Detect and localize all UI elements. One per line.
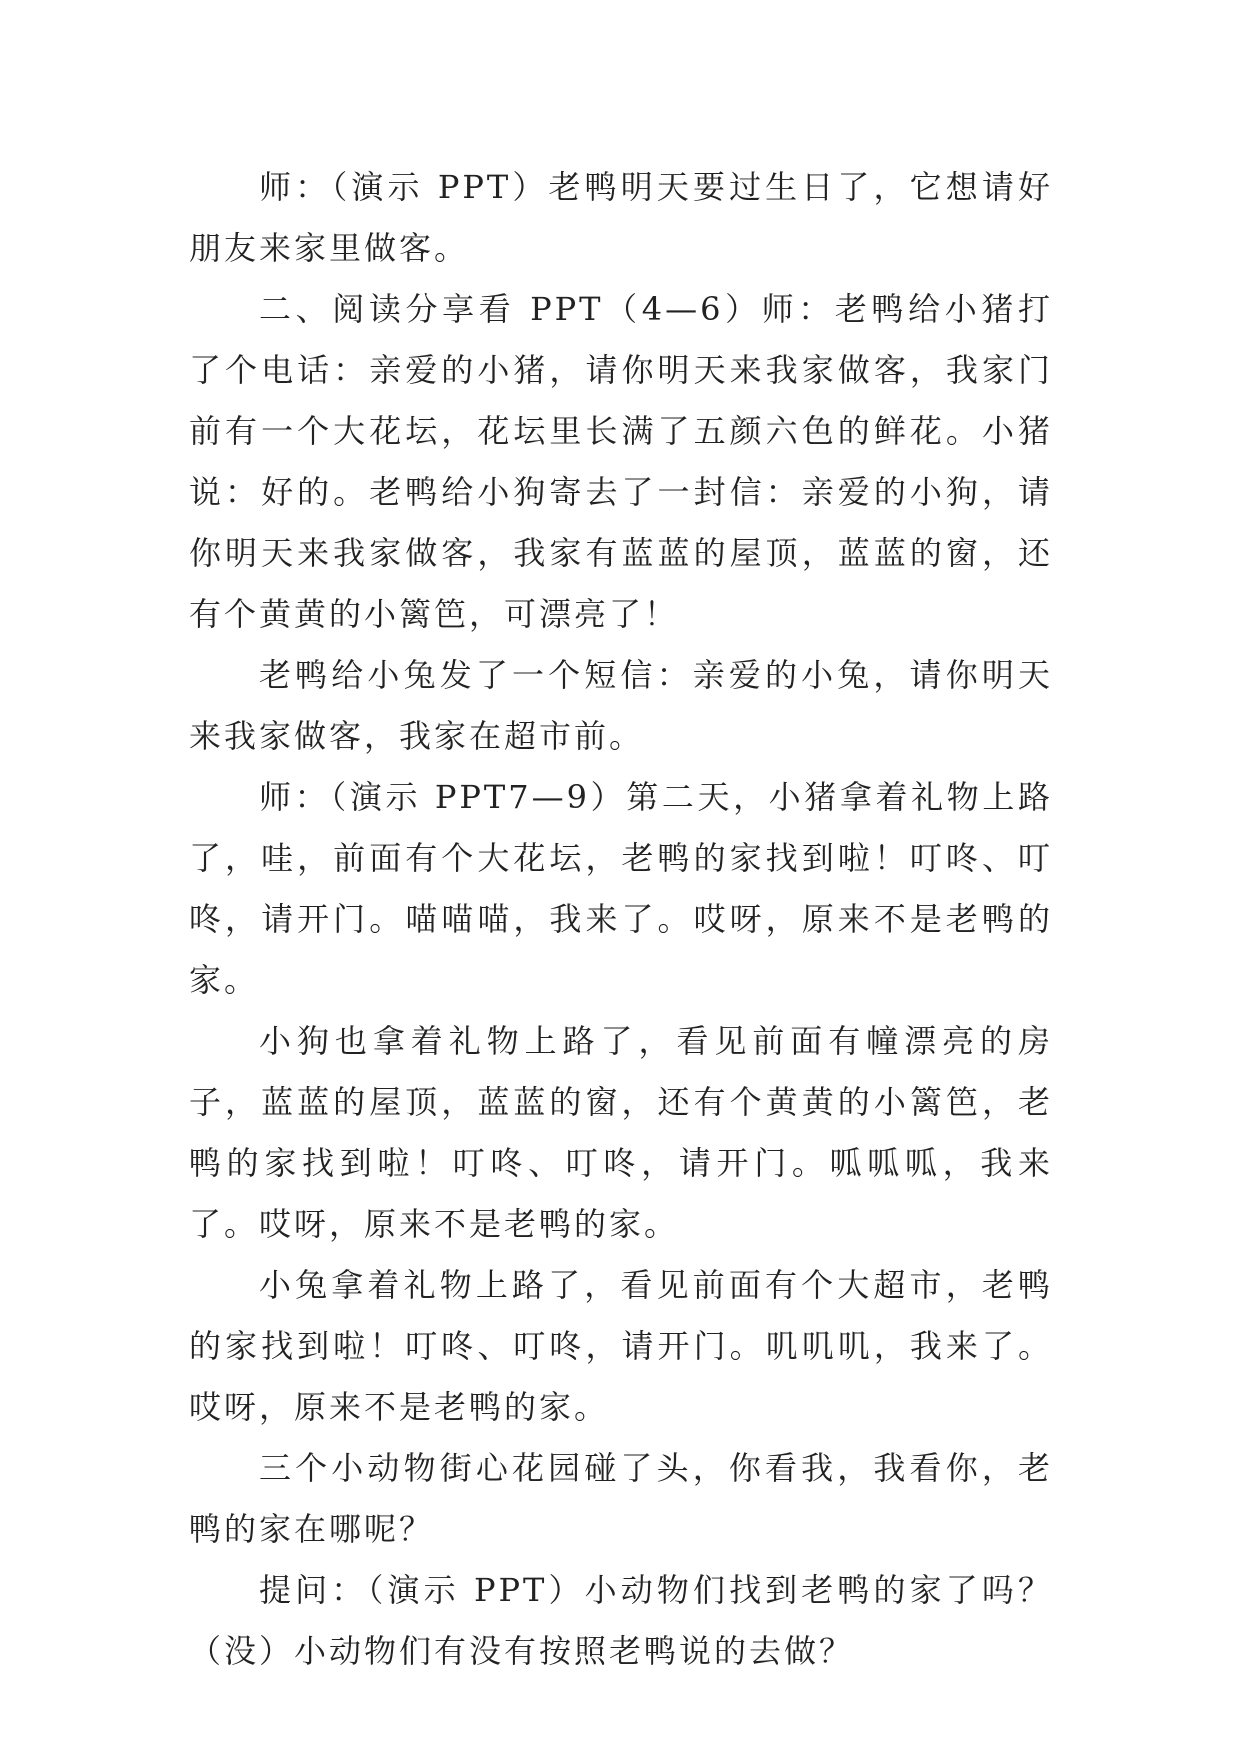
- paragraph: 师：（演示 PPT7—9）第二天，小猪拿着礼物上路了，哇，前面有个大花坛，老鸭的家找到啦！叮咚、叮咚，请开门。喵喵喵，我来了。哎呀，原来不是老鸭的家。: [189, 778, 1053, 999]
- paragraph: 老鸭给小兔发了一个短信：亲爱的小兔，请你明天来我家做客，我家在超市前。: [189, 656, 1053, 755]
- paragraph: 提问：（演示 PPT）小动物们找到老鸭的家了吗？（没）小动物们有没有按照老鸭说的去做？: [189, 1571, 1053, 1670]
- document-body: [189, 157, 1053, 1682]
- paragraph: 师：（演示 PPT）老鸭明天要过生日了，它想请好朋友来家里做客。: [189, 168, 1053, 267]
- paragraph: 三个小动物街心花园碰了头，你看我，我看你，老鸭的家在哪呢？: [189, 1449, 1053, 1548]
- paragraph: 小狗也拿着礼物上路了，看见前面有幢漂亮的房子，蓝蓝的屋顶，蓝蓝的窗，还有个黄黄的小篱笆，老鸭的家找到啦！叮咚、叮咚，请开门。呱呱呱，我来了。哎呀，原来不是老鸭的家。: [189, 1022, 1053, 1243]
- paragraph: 小兔拿着礼物上路了，看见前面有个大超市，老鸭的家找到啦！叮咚、叮咚，请开门。叽叽叽，我来了。哎呀，原来不是老鸭的家。: [189, 1266, 1053, 1426]
- paragraph: 二、阅读分享看 PPT（4—6）师：老鸭给小猪打了个电话：亲爱的小猪，请你明天来我家做客，我家门前有一个大花坛，花坛里长满了五颜六色的鲜花。小猪说：好的。老鸭给小狗寄去了一封信：亲爱的小狗，请你明天来我家做客，我家有蓝蓝的屋顶，蓝蓝的窗，还有个黄黄的小篱笆，可漂亮了！: [189, 290, 1053, 633]
